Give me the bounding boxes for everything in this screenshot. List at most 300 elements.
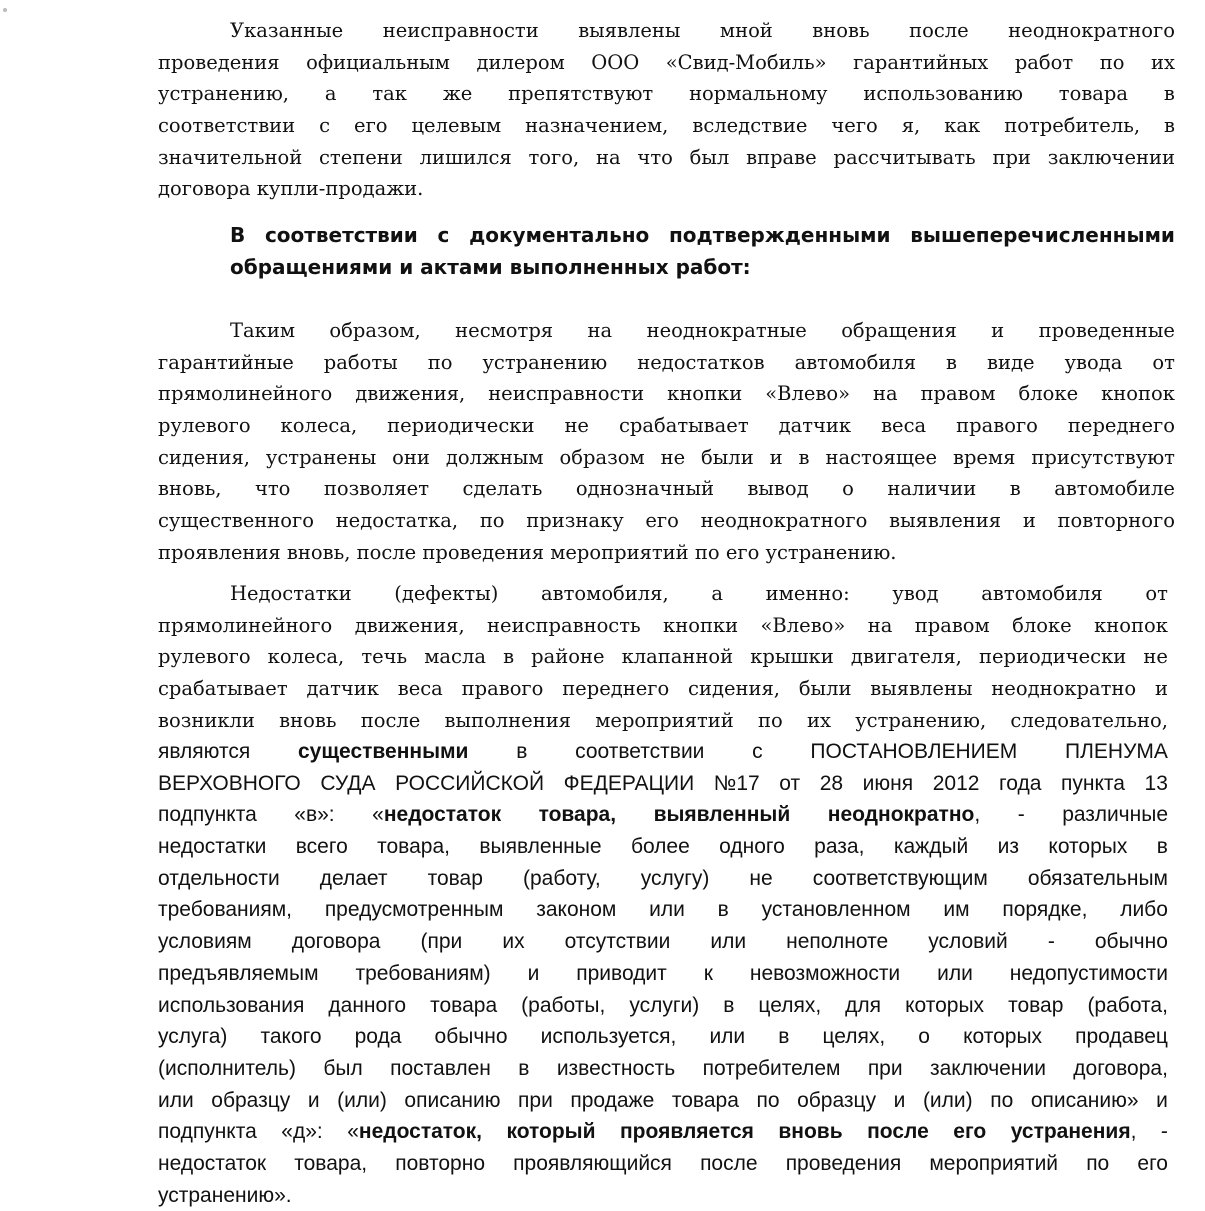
word: выявлены xyxy=(578,19,681,42)
word: соответствии xyxy=(158,114,296,138)
word: что xyxy=(637,145,673,169)
word: существенного xyxy=(158,509,314,533)
word: на xyxy=(587,319,613,342)
word: соответствии xyxy=(575,740,705,763)
word: неоднократного xyxy=(700,509,868,533)
word: Недостатки xyxy=(230,582,352,605)
word: (дефекты) xyxy=(394,582,499,605)
text-line xyxy=(158,1021,1168,1053)
text-line xyxy=(158,799,1168,831)
word: в xyxy=(778,1025,790,1049)
word: не xyxy=(564,414,589,438)
word: товара, xyxy=(294,1151,368,1175)
text-line xyxy=(230,252,1175,284)
word: и xyxy=(991,319,1005,342)
word: к xyxy=(703,961,713,985)
word: порядке, xyxy=(1002,898,1088,922)
word: описанию xyxy=(404,1088,501,1112)
word: правом xyxy=(914,613,990,637)
word: обращения xyxy=(841,319,957,342)
word: после xyxy=(909,19,969,42)
word: переднего xyxy=(1067,414,1175,438)
word: автомобиля, xyxy=(541,582,669,605)
word: (работы, xyxy=(521,993,606,1017)
paragraph xyxy=(158,15,1175,205)
word: их xyxy=(502,930,525,954)
word: июня xyxy=(862,771,914,795)
word: подпункта xyxy=(158,1120,257,1144)
word: были xyxy=(701,445,754,469)
word: сидения, xyxy=(688,677,781,701)
text-line xyxy=(158,347,1175,379)
word: несмотря xyxy=(455,319,554,342)
word: рода xyxy=(354,1025,402,1049)
word: от xyxy=(779,771,801,795)
word: присутствуют xyxy=(1031,445,1175,469)
word: в xyxy=(798,445,810,469)
text-line xyxy=(158,1148,1168,1180)
word: рулевого xyxy=(158,645,251,669)
word: по xyxy=(756,1088,780,1112)
word: и xyxy=(1154,677,1168,701)
word: товара xyxy=(430,993,498,1017)
word: колеса, xyxy=(267,645,345,669)
word: был xyxy=(689,145,730,169)
word: его xyxy=(645,509,679,533)
word: обычно xyxy=(434,1025,508,1049)
word: которых xyxy=(1048,835,1128,859)
word: автомобиле xyxy=(1054,477,1175,501)
word: образцу xyxy=(211,1088,291,1112)
word: «Свид-Мобиль» xyxy=(665,50,827,74)
word: которых xyxy=(963,1025,1043,1049)
word: заключении xyxy=(1047,145,1175,169)
word: признаку xyxy=(526,509,624,533)
word: время xyxy=(952,445,1016,469)
word: значительной xyxy=(158,145,303,169)
word: более xyxy=(630,835,690,859)
word: целях, xyxy=(758,993,822,1017)
text-line xyxy=(158,315,1175,347)
word: потребителем xyxy=(702,1056,841,1080)
word: являются xyxy=(158,740,251,763)
word: условий xyxy=(928,930,1008,954)
word: недостаток xyxy=(158,1151,267,1175)
word: масла xyxy=(424,645,486,669)
word: однозначный xyxy=(575,477,714,501)
word: правого xyxy=(956,414,1038,438)
word: гарантийные xyxy=(158,350,294,374)
word: такого xyxy=(260,1025,322,1049)
text-line xyxy=(158,831,1168,863)
word: не xyxy=(1143,645,1168,669)
word: требованиям) xyxy=(355,961,491,985)
word: одного xyxy=(719,835,785,859)
word: неполноте xyxy=(786,930,889,954)
word: повторно xyxy=(395,1151,486,1175)
word: или xyxy=(937,961,973,985)
word: предусмотренным xyxy=(324,898,504,922)
word: устранены xyxy=(265,445,377,469)
word: вследствие xyxy=(692,114,808,138)
word: назначением, xyxy=(525,114,669,138)
word: датчик xyxy=(306,677,379,701)
word: вновь xyxy=(778,1120,843,1144)
word: течь xyxy=(361,645,408,669)
word: (исполнитель) xyxy=(158,1056,296,1080)
word: товара, xyxy=(538,803,617,827)
text-line xyxy=(158,1116,1168,1148)
word: соответствии xyxy=(264,223,418,247)
word: отдельности xyxy=(158,866,280,890)
text-run: устранению». xyxy=(158,1183,292,1207)
word: различные xyxy=(1062,803,1168,827)
word: именно: xyxy=(765,582,850,605)
word: от xyxy=(1152,350,1175,374)
word: целевым xyxy=(411,114,502,138)
word: его xyxy=(1137,1151,1168,1175)
word: кнопки xyxy=(663,613,739,637)
word: гарантийных xyxy=(853,50,989,74)
text-line xyxy=(158,863,1168,895)
word: блоке xyxy=(1018,382,1079,406)
word: услуги) xyxy=(629,993,700,1017)
word: по xyxy=(990,1088,1014,1112)
word: блоке xyxy=(1012,613,1072,637)
word: (при xyxy=(420,930,463,954)
word: в xyxy=(1156,835,1168,859)
word: веса xyxy=(397,677,443,701)
word: проявляется xyxy=(620,1120,754,1144)
word: ООО xyxy=(591,50,640,74)
word: о xyxy=(842,477,854,501)
word: вновь xyxy=(279,708,337,732)
word: товара, xyxy=(377,835,450,859)
word: в xyxy=(1009,477,1021,501)
text-line xyxy=(158,768,1168,800)
word: заключении xyxy=(929,1056,1046,1080)
word: выявленные xyxy=(479,835,602,859)
word: «Влево» xyxy=(765,382,851,406)
word: клапанной xyxy=(621,645,734,669)
word: их xyxy=(1150,50,1175,74)
word: «в»: xyxy=(294,803,335,827)
word: проведения xyxy=(785,1151,902,1175)
word: приводит xyxy=(576,961,667,985)
text-line xyxy=(230,220,1175,252)
text-line xyxy=(158,473,1175,505)
word: настоящее xyxy=(825,445,938,469)
word: договора, xyxy=(1073,1056,1168,1080)
word: в xyxy=(723,993,735,1017)
word: вышеперечисленными xyxy=(910,223,1175,247)
word: не xyxy=(749,866,773,890)
word: соответствующим xyxy=(812,866,988,890)
word: с xyxy=(319,114,331,138)
word: рассчитывать xyxy=(833,145,976,169)
word: документально xyxy=(469,223,650,247)
word: выявленный xyxy=(653,803,791,827)
word: же xyxy=(442,82,473,106)
text-line xyxy=(158,641,1168,673)
word: следовательно, xyxy=(1010,708,1168,732)
word: правого xyxy=(461,677,544,701)
word: наличии xyxy=(887,477,977,501)
word: или xyxy=(710,930,747,954)
word: СУДА xyxy=(320,771,376,795)
word: в xyxy=(518,1056,530,1080)
word: - xyxy=(1017,803,1025,827)
word: срабатывает xyxy=(618,414,749,438)
word: подтвержденными xyxy=(668,223,891,247)
text-line xyxy=(158,673,1168,705)
word: после xyxy=(867,1120,929,1144)
word: обычно xyxy=(1094,930,1168,954)
word: периодически xyxy=(978,645,1127,669)
scan-speck xyxy=(3,8,7,12)
word: который xyxy=(506,1120,596,1144)
word: вновь, xyxy=(158,477,222,501)
word: в xyxy=(946,350,958,374)
word: должным xyxy=(445,445,544,469)
word: по xyxy=(757,708,783,732)
word: сидения, xyxy=(158,445,250,469)
word: недопустимости xyxy=(1009,961,1168,985)
word: «недостаток, xyxy=(347,1120,482,1144)
text-run: обращениями и актами выполненных работ: xyxy=(230,254,751,279)
word: в xyxy=(1164,114,1175,138)
word: веса xyxy=(881,414,927,438)
word: кнопки xyxy=(667,382,743,406)
word: в xyxy=(1163,82,1175,106)
word: по xyxy=(427,350,453,374)
word: (работа, xyxy=(1087,993,1168,1017)
word: нормальному xyxy=(689,82,828,106)
word: виде xyxy=(987,350,1035,374)
text-line xyxy=(158,110,1175,142)
word: того, xyxy=(528,145,580,169)
word: услуга) xyxy=(158,1025,228,1049)
word: товар xyxy=(427,866,483,890)
word: работ xyxy=(1014,50,1074,74)
word: в xyxy=(516,740,528,763)
text-line xyxy=(158,142,1175,174)
word: неоднократно xyxy=(991,677,1137,701)
word: работы xyxy=(323,350,398,374)
word: повторного xyxy=(1057,509,1175,533)
word: срабатывает xyxy=(158,677,288,701)
word: недостатков xyxy=(637,350,765,374)
word: и xyxy=(893,1088,906,1112)
word: неоднократно, xyxy=(827,803,981,827)
word: автомобиля xyxy=(981,582,1103,605)
word: с xyxy=(437,223,450,247)
word: кнопок xyxy=(1094,613,1168,637)
word: двигателя, xyxy=(850,645,962,669)
word: а xyxy=(324,82,337,106)
word: вновь xyxy=(812,19,870,42)
text-line xyxy=(158,578,1168,610)
word: периодически xyxy=(387,414,535,438)
word: что xyxy=(254,477,291,501)
text-line xyxy=(158,173,1175,205)
word: образом, xyxy=(329,319,421,342)
word: я, xyxy=(901,114,921,138)
word: препятствуют xyxy=(508,82,654,106)
word: сделать xyxy=(462,477,543,501)
word: от xyxy=(1145,582,1168,605)
word: установленном xyxy=(761,898,911,922)
word: используется, xyxy=(540,1025,677,1049)
word: о xyxy=(918,1025,930,1049)
word: договора xyxy=(291,930,381,954)
word: датчик xyxy=(778,414,852,438)
word: увод xyxy=(892,582,939,605)
word: ПОСТАНОВЛЕНИЕМ xyxy=(810,740,1018,763)
word: степени xyxy=(319,145,403,169)
word: в xyxy=(717,898,729,922)
text-line xyxy=(158,610,1168,642)
word: и xyxy=(1156,1088,1168,1112)
word: или xyxy=(158,1088,194,1112)
word: устранению, xyxy=(158,82,289,106)
word: ФЕДЕРАЦИИ xyxy=(563,771,695,795)
word: с xyxy=(752,740,763,763)
word: неоднократные xyxy=(646,319,807,342)
word: проведения xyxy=(158,50,280,74)
word: предъявляемым xyxy=(158,961,319,985)
word: законом xyxy=(536,898,617,922)
text-line xyxy=(158,705,1168,737)
word: выявления xyxy=(889,509,1002,533)
text-line xyxy=(158,378,1175,410)
word: отсутствии xyxy=(564,930,671,954)
word: проявляющийся xyxy=(513,1151,672,1175)
text-run: проявления вновь, после проведения мероприятий по его устранению. xyxy=(158,540,897,564)
word: устранению, xyxy=(855,708,987,732)
word: описанию» xyxy=(1030,1088,1139,1112)
paragraph xyxy=(230,220,1175,283)
word: дилером xyxy=(476,50,565,74)
word: кнопок xyxy=(1101,382,1175,406)
word: обязательным xyxy=(1027,866,1168,890)
word: РОССИЙСКОЙ xyxy=(395,771,545,795)
text-line xyxy=(158,926,1168,958)
word: переднего xyxy=(562,677,670,701)
word: так xyxy=(372,82,407,106)
text-line xyxy=(158,736,1168,768)
word: мной xyxy=(719,19,773,42)
word: 13 xyxy=(1144,771,1168,795)
word: невозможности xyxy=(749,961,901,985)
word: целях, xyxy=(822,1025,886,1049)
text-line xyxy=(158,47,1175,79)
word: всего xyxy=(295,835,348,859)
word: вправе xyxy=(746,145,817,169)
word: выявлены xyxy=(870,677,973,701)
text-line xyxy=(158,505,1175,537)
word: при xyxy=(992,145,1031,169)
word: и xyxy=(1022,509,1036,533)
word: Таким xyxy=(230,319,295,342)
word: и xyxy=(527,961,540,985)
word: по xyxy=(479,509,505,533)
word: образцу xyxy=(797,1088,877,1112)
word: ВЕРХОВНОГО xyxy=(158,771,301,795)
word: при xyxy=(518,1088,553,1112)
word: мероприятий xyxy=(595,708,734,732)
word: прямолинейного xyxy=(158,613,333,637)
word: их xyxy=(806,708,831,732)
word: увода xyxy=(1064,350,1123,374)
word: требованиям, xyxy=(158,898,293,922)
word: «недостаток xyxy=(372,803,502,827)
text-line xyxy=(158,990,1168,1022)
word: для xyxy=(845,993,882,1017)
word: его xyxy=(354,114,388,138)
word: года xyxy=(999,771,1042,795)
word: образом xyxy=(559,445,645,469)
text-line xyxy=(158,894,1168,926)
word: по xyxy=(1099,50,1125,74)
word: раза, xyxy=(814,835,865,859)
word: вывод xyxy=(747,477,809,501)
word: на xyxy=(596,145,621,169)
word: недостатка, xyxy=(335,509,459,533)
word: крышки xyxy=(750,645,834,669)
text-line xyxy=(158,15,1175,47)
text-line xyxy=(158,442,1175,474)
word: либо xyxy=(1120,898,1168,922)
word: потребитель, xyxy=(1004,114,1141,138)
word: рулевого xyxy=(158,414,251,438)
word: мероприятий xyxy=(929,1151,1059,1175)
word: товар xyxy=(1008,993,1064,1017)
text-line xyxy=(158,958,1168,990)
word: недостатки xyxy=(158,835,267,859)
word: или xyxy=(649,898,685,922)
word: при xyxy=(867,1056,903,1080)
word: колеса, xyxy=(280,414,358,438)
word: проведенные xyxy=(1038,319,1175,342)
word: использования xyxy=(158,993,305,1017)
word: после xyxy=(360,708,421,732)
word: каждый xyxy=(893,835,969,859)
text-line xyxy=(158,1085,1168,1117)
word: по xyxy=(1086,1151,1110,1175)
word: услугу) xyxy=(640,866,710,890)
text-line xyxy=(158,78,1175,110)
word: или xyxy=(709,1025,746,1049)
word: поставлен xyxy=(390,1056,491,1080)
word: продавец xyxy=(1075,1025,1168,1049)
word: на xyxy=(867,613,893,637)
word: им xyxy=(943,898,970,922)
word: на xyxy=(872,382,898,406)
word: использованию xyxy=(863,82,1023,106)
word: которых xyxy=(905,993,985,1017)
word: движения, xyxy=(355,382,466,406)
text-line xyxy=(158,537,1175,569)
word: «Влево» xyxy=(760,613,846,637)
word: позволяет xyxy=(323,477,429,501)
word: ПЛЕНУМА xyxy=(1065,740,1168,763)
word: - xyxy=(1047,930,1055,954)
word: подпункта xyxy=(158,803,257,827)
word: условиям xyxy=(158,930,252,954)
word: данного xyxy=(328,993,407,1017)
word: правом xyxy=(920,382,996,406)
